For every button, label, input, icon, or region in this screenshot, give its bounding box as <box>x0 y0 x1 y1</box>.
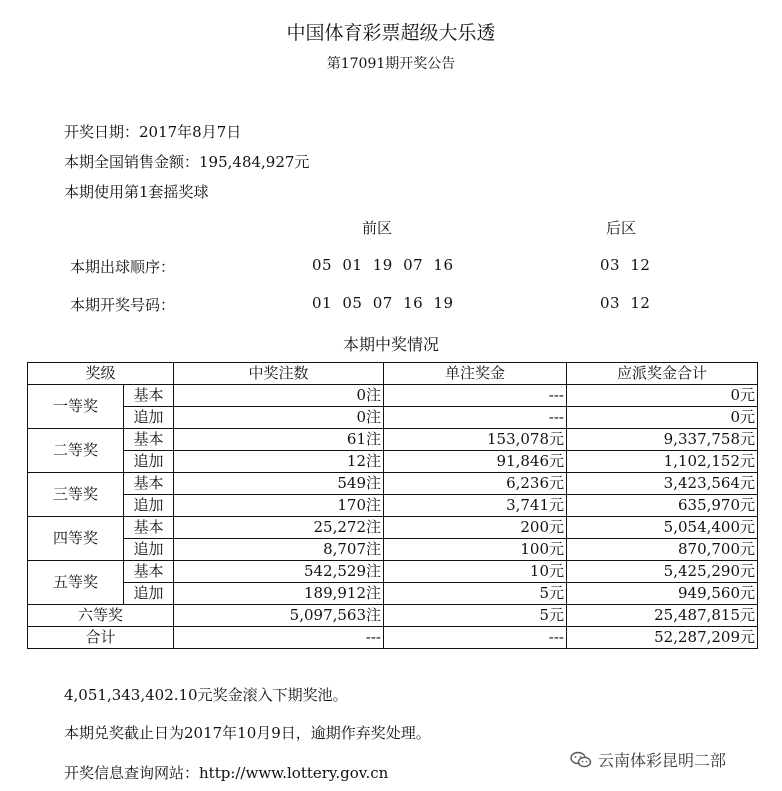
unit-prize: 5元 <box>384 583 567 605</box>
prize-level: 一等奖 <box>28 385 124 429</box>
prize-table-title: 本期中奖情况 <box>342 335 439 354</box>
table-row <box>28 539 758 561</box>
table-row <box>28 385 758 407</box>
rollover-note: 4,051,343,402.10元奖金滚入下期奖池。 <box>64 686 348 704</box>
wechat-icon <box>570 751 592 769</box>
total-prize: 1,102,152元 <box>567 451 758 473</box>
prize-type: 基本 <box>124 517 174 539</box>
unit-prize: 100元 <box>384 539 567 561</box>
winner-count: 0注 <box>174 385 384 407</box>
table-row <box>28 583 758 605</box>
prize-type: 追加 <box>124 539 174 561</box>
sales-amount: 本期全国销售金额：195,484,927元 <box>64 153 310 171</box>
prize-type: 追加 <box>124 495 174 517</box>
prize-level: 四等奖 <box>28 517 124 561</box>
prize-type: 追加 <box>124 407 174 429</box>
prize-type: 基本 <box>124 473 174 495</box>
unit-prize: 10元 <box>384 561 567 583</box>
total-prize: 5,054,400元 <box>567 517 758 539</box>
front-zone-label: 前区 <box>362 219 393 237</box>
winner-count: 0注 <box>174 407 384 429</box>
draw-order-front: 05 01 19 07 16 <box>312 256 454 274</box>
unit-prize: 200元 <box>384 517 567 539</box>
table-row <box>28 517 758 539</box>
table-row <box>28 561 758 583</box>
unit-prize: 91,846元 <box>384 451 567 473</box>
winner-count: 25,272注 <box>174 517 384 539</box>
deadline-note: 本期兑奖截止日为2017年10月9日，逾期作弃奖处理。 <box>64 724 431 742</box>
header-count: 中奖注数 <box>174 363 384 385</box>
unit-prize: --- <box>384 407 567 429</box>
winner-count: 170注 <box>174 495 384 517</box>
prize-type: 基本 <box>124 429 174 451</box>
winner-count: 5,097,563注 <box>174 605 384 627</box>
watermark <box>570 748 726 771</box>
ball-set: 本期使用第1套摇奖球 <box>64 183 209 201</box>
website-note: 开奖信息查询网站：http://www.lottery.gov.cn <box>64 764 389 782</box>
winner-count: 542,529注 <box>174 561 384 583</box>
total-prize: 25,487,815元 <box>567 605 758 627</box>
table-row <box>28 495 758 517</box>
winning-numbers-back: 03 12 <box>600 294 651 312</box>
unit-prize: 6,236元 <box>384 473 567 495</box>
page-title: 中国体育彩票超级大乐透 <box>286 22 496 44</box>
back-zone-label: 后区 <box>606 219 637 237</box>
prize-level: 六等奖 <box>28 605 174 627</box>
prize-type: 追加 <box>124 451 174 473</box>
table-total-row <box>28 627 758 649</box>
watermark-text: 云南体彩昆明二部 <box>598 751 727 770</box>
prize-type: 基本 <box>124 561 174 583</box>
total-prize: 5,425,290元 <box>567 561 758 583</box>
unit-prize: 153,078元 <box>384 429 567 451</box>
table-row <box>28 605 758 627</box>
total-prize: 0元 <box>567 407 758 429</box>
prize-type: 追加 <box>124 583 174 605</box>
total-prize: 870,700元 <box>567 539 758 561</box>
total-count: --- <box>174 627 384 649</box>
winner-count: 549注 <box>174 473 384 495</box>
total-label: 合计 <box>28 627 174 649</box>
table-row <box>28 407 758 429</box>
header-level: 奖级 <box>28 363 174 385</box>
draw-order-label: 本期出球顺序： <box>70 258 176 276</box>
total-prize: 3,423,564元 <box>567 473 758 495</box>
prize-level: 五等奖 <box>28 561 124 605</box>
winner-count: 8,707注 <box>174 539 384 561</box>
header-total-prize: 应派奖金合计 <box>567 363 758 385</box>
draw-order-back: 03 12 <box>600 256 651 274</box>
grand-total: 52,287,209元 <box>567 627 758 649</box>
winning-numbers-label: 本期开奖号码： <box>70 296 176 314</box>
total-unit-prize: --- <box>384 627 567 649</box>
table-row <box>28 451 758 473</box>
winner-count: 61注 <box>174 429 384 451</box>
prize-type: 基本 <box>124 385 174 407</box>
total-prize: 0元 <box>567 385 758 407</box>
total-prize: 635,970元 <box>567 495 758 517</box>
table-row <box>28 429 758 451</box>
issue-subtitle: 第17091期开奖公告 <box>326 56 456 72</box>
prize-level: 二等奖 <box>28 429 124 473</box>
prize-level: 三等奖 <box>28 473 124 517</box>
header-unit-prize: 单注奖金 <box>384 363 567 385</box>
winner-count: 189,912注 <box>174 583 384 605</box>
table-row <box>28 473 758 495</box>
table-header-row <box>28 363 758 385</box>
unit-prize: --- <box>384 385 567 407</box>
total-prize: 949,560元 <box>567 583 758 605</box>
winner-count: 12注 <box>174 451 384 473</box>
unit-prize: 3,741元 <box>384 495 567 517</box>
unit-prize: 5元 <box>384 605 567 627</box>
winning-numbers-front: 01 05 07 16 19 <box>312 294 454 312</box>
prize-table <box>27 362 758 649</box>
draw-date: 开奖日期：2017年8月7日 <box>64 123 242 141</box>
total-prize: 9,337,758元 <box>567 429 758 451</box>
